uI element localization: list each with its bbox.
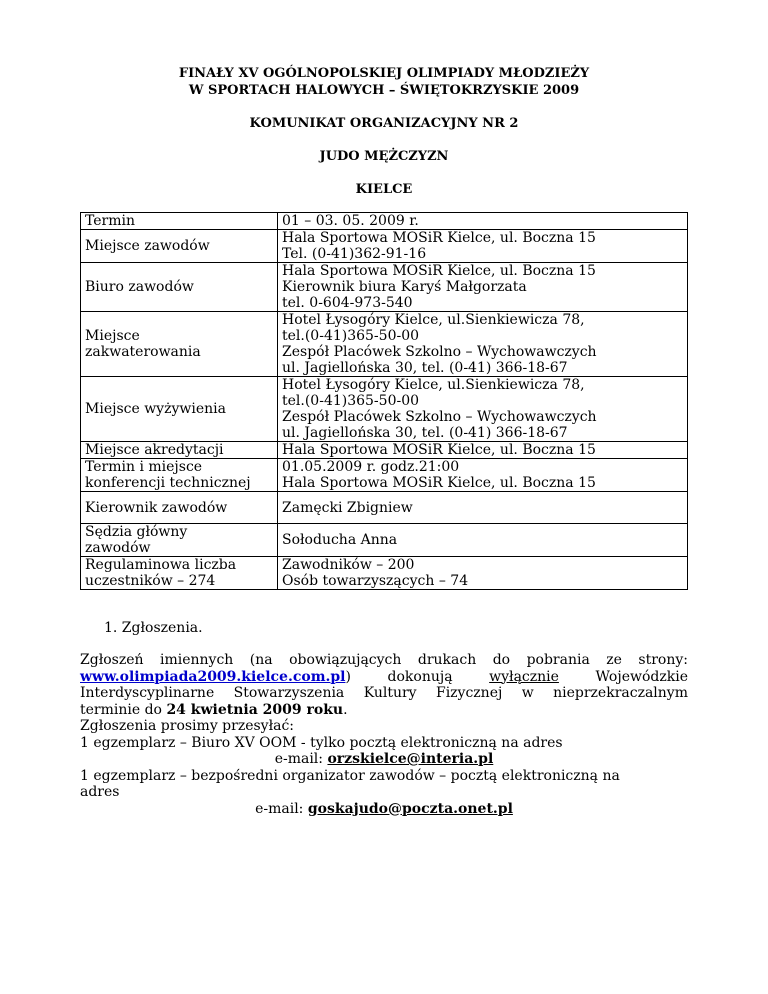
value-line: Hala Sportowa MOSiR Kielce, ul. Boczna 15: [282, 475, 596, 491]
table-row: [81, 459, 688, 492]
paragraph-line: Zgłoszenia prosimy przesyłać:: [80, 718, 295, 734]
value-line: Hala Sportowa MOSiR Kielce, ul. Boczna 15: [282, 263, 596, 279]
email-line: [80, 751, 688, 768]
row-label: [81, 524, 278, 557]
table-row: [81, 557, 688, 590]
table-row: [81, 230, 688, 263]
row-value: [278, 377, 688, 442]
email-link[interactable]: orzskielce@interia.pl: [327, 751, 494, 767]
value-line: Hala Sportowa MOSiR Kielce, ul. Boczna 15: [282, 230, 596, 246]
text-fragment: Wojewódzkie: [558, 668, 688, 685]
info-table: [80, 212, 688, 590]
row-label: Biuro zawodów: [81, 263, 278, 312]
section-heading: 1. Zgłoszenia.: [104, 620, 203, 636]
value-line: ul. Jagiellońska 30, tel. (0-41) 366-18-67: [282, 360, 568, 376]
row-value: Hala Sportowa MOSiR Kielce, ul. Boczna 15: [278, 442, 688, 459]
text-fragment: ) dokonują: [345, 668, 490, 685]
paragraph-line: 1 egzemplarz – Biuro XV OOM - tylko pocztą elektroniczną na adres: [80, 734, 563, 751]
paragraph-line: 1 egzemplarz – bezpośredni organizator zawodów – pocztą elektroniczną na: [80, 767, 620, 784]
value-line: Zespół Placówek Szkolno – Wychowawczych: [282, 409, 597, 425]
label-line: Termin i miejsce: [85, 459, 203, 475]
discipline-title: JUDO MĘŻCZYZN: [319, 149, 449, 164]
label-line: zakwaterowania: [85, 344, 201, 360]
paragraph-line: Zgłoszeń imiennych (na obowiązujących drukach do pobrania ze strony:: [80, 652, 688, 668]
row-value: [278, 459, 688, 492]
row-label: Miejsce akredytacji: [81, 442, 278, 459]
table-row: [81, 312, 688, 377]
row-value: Zamęcki Zbigniew: [278, 492, 688, 524]
title-line-2: W SPORTACH HALOWYCH – ŚWIĘTOKRZYSKIE 2009: [188, 83, 580, 98]
row-label: [81, 312, 278, 377]
row-label: Termin: [81, 213, 278, 230]
row-label: [81, 557, 278, 590]
value-line: 01.05.2009 r. godz.21:00: [282, 459, 460, 475]
value-line: Hotel Łysogóry Kielce, ul.Sienkiewicza 78,: [282, 377, 585, 393]
value-line: Tel. (0-41)362-91-16: [282, 246, 427, 262]
paragraph-line: adres: [80, 784, 120, 800]
paragraph-line: [80, 669, 688, 686]
label-line: uczestników – 274: [85, 573, 216, 589]
value-line: tel.(0-41)365-50-00: [282, 328, 420, 344]
table-row: [81, 442, 688, 459]
email-label: e-mail:: [274, 751, 328, 767]
value-line: Hotel Łysogóry Kielce, ul.Sienkiewicza 78,: [282, 312, 585, 328]
row-value: 01 – 03. 05. 2009 r.: [278, 213, 688, 230]
row-value: [278, 263, 688, 312]
label-line: zawodów: [85, 540, 151, 556]
emphasis-text: wyłącznie: [489, 668, 559, 685]
value-line: tel. 0-604-973-540: [282, 295, 413, 311]
row-value: [278, 557, 688, 590]
website-link[interactable]: www.olimpiada2009.kielce.com.pl: [80, 668, 346, 685]
table-row: [81, 377, 688, 442]
value-line: Osób towarzyszących – 74: [282, 573, 469, 589]
label-line: Regulaminowa liczba: [85, 557, 237, 573]
table-row: [81, 492, 688, 524]
email-label: e-mail:: [255, 800, 308, 817]
table-row: [81, 213, 688, 230]
paragraph-line: [80, 702, 688, 719]
email-link[interactable]: goskajudo@poczta.onet.pl: [307, 800, 513, 817]
table-row: [81, 524, 688, 557]
value-line: Zespół Placówek Szkolno – Wychowawczych: [282, 344, 597, 360]
text-fragment: .: [343, 701, 348, 718]
communique-title: KOMUNIKAT ORGANIZACYJNY NR 2: [249, 116, 519, 131]
table-row: [81, 263, 688, 312]
city-title: KIELCE: [355, 182, 413, 197]
label-line: Sędzia główny: [85, 524, 188, 540]
text-fragment: terminie do: [80, 701, 167, 718]
value-line: Kierownik biura Karyś Małgorzata: [282, 279, 527, 295]
registration-text: [80, 652, 688, 817]
value-line: Zawodników – 200: [282, 557, 415, 573]
row-label: Miejsce zawodów: [81, 230, 278, 263]
row-value: [278, 312, 688, 377]
row-label: [81, 459, 278, 492]
value-line: tel.(0-41)365-50-00: [282, 393, 420, 409]
row-label: Kierownik zawodów: [81, 492, 278, 524]
row-value: [278, 230, 688, 263]
deadline-text: 24 kwietnia 2009 roku: [166, 701, 344, 718]
row-value: Sołoducha Anna: [278, 524, 688, 557]
title-line-1: FINAŁY XV OGÓLNOPOLSKIEJ OLIMPIADY MŁODZIEŻY: [178, 66, 590, 81]
email-line: [80, 801, 688, 818]
row-label: Miejsce wyżywienia: [81, 377, 278, 442]
label-line: Miejsce: [85, 328, 140, 344]
paragraph-line: Interdyscyplinarne Stowarzyszenia Kultury Fizycznej w nieprzekraczalnym: [80, 685, 688, 701]
label-line: konferencji technicznej: [85, 475, 251, 491]
value-line: ul. Jagiellońska 30, tel. (0-41) 366-18-67: [282, 425, 568, 441]
